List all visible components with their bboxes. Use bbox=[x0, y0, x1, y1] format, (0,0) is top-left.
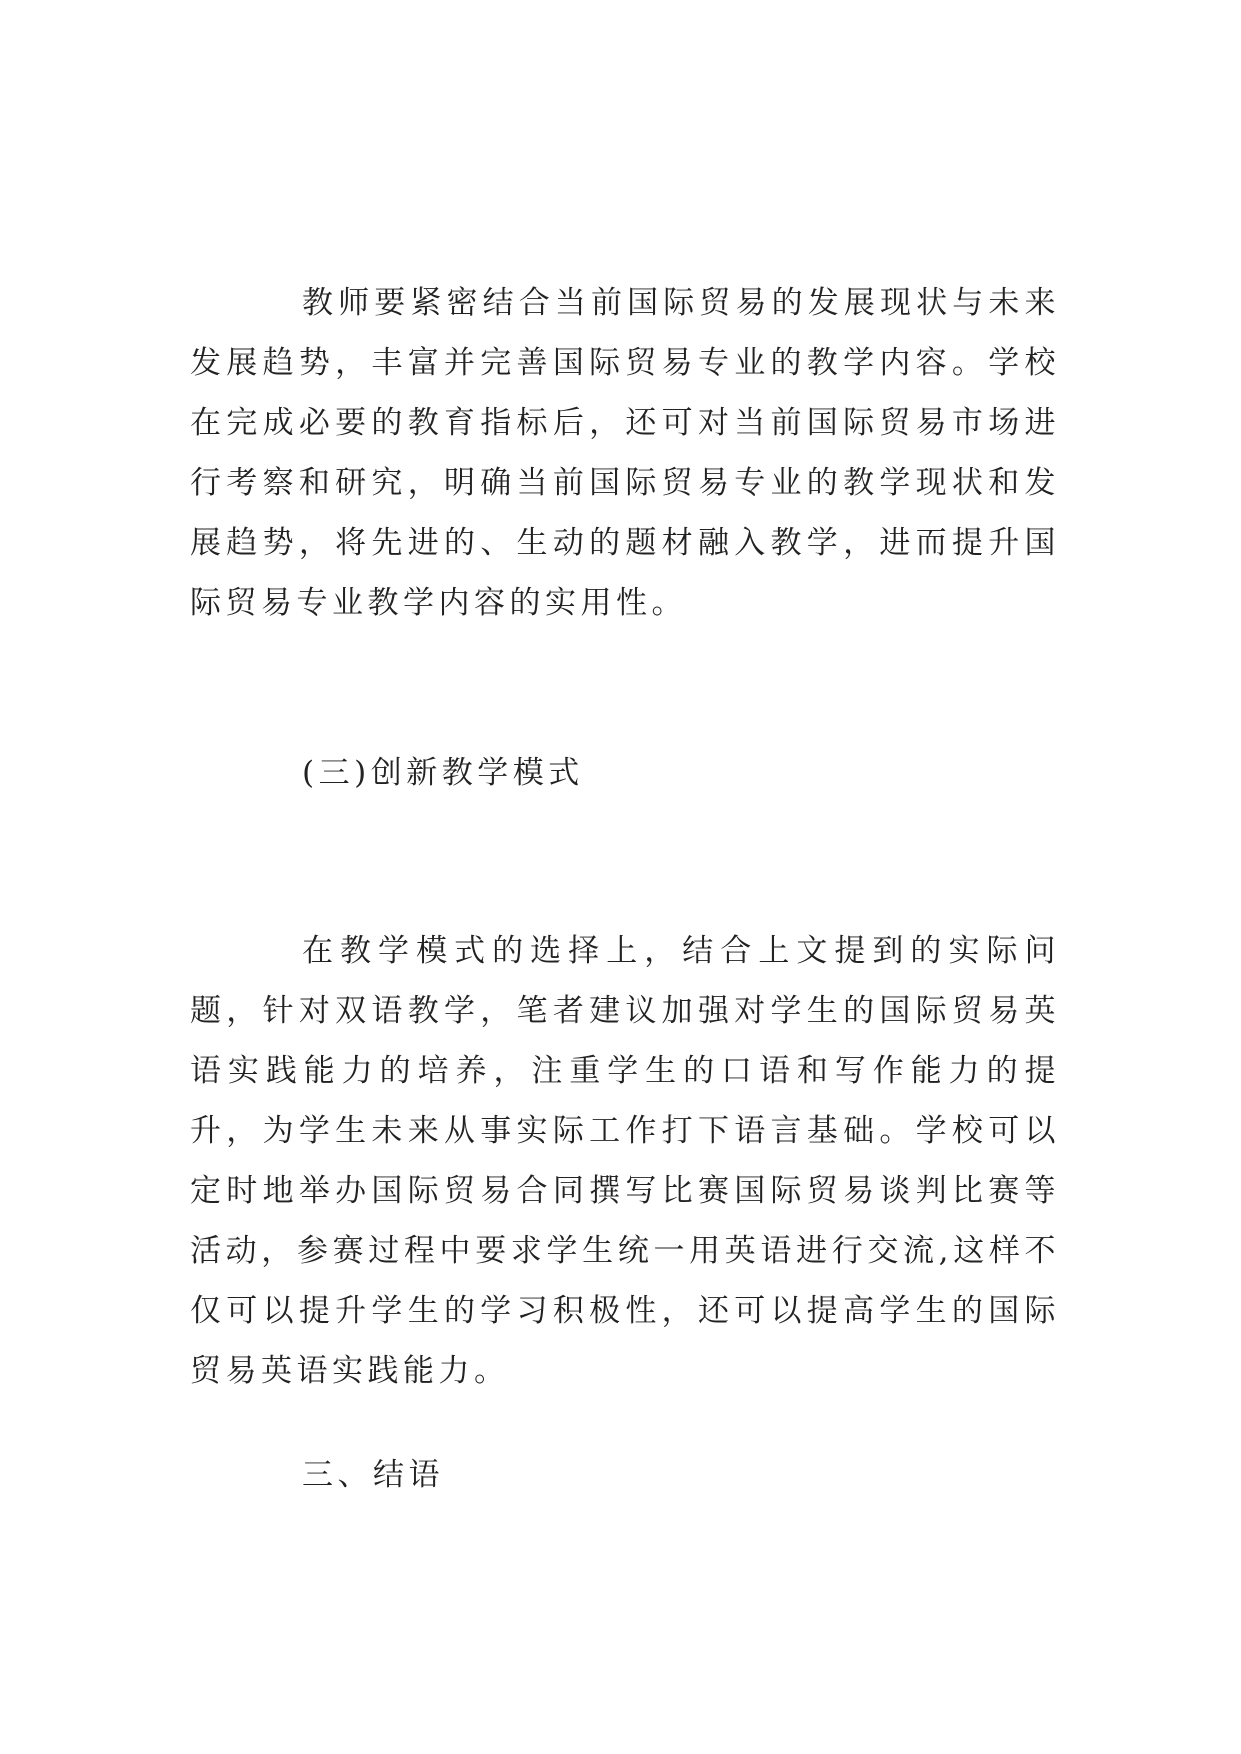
body-paragraph-teaching-mode: 在教学模式的选择上，结合上文提到的实际问题，针对双语教学，笔者建议加强对学生的国际贸易英语实践能力的培养，注重学生的口语和写作能力的提升，为学生未来从事实际工作打下语言基础。学校可以定时地举办国际贸易合同撰写比赛国际贸易谈判比赛等活动，参赛过程中要求学生统一用英语进行交流,这样不仅可以提升学生的学习积极性，还可以提高学生的国际贸易英语实践能力。 bbox=[190, 933, 1060, 1389]
section-heading-conclusion: 三、结语 bbox=[302, 1457, 444, 1493]
body-paragraph-teaching-content: 教师要紧密结合当前国际贸易的发展现状与未来发展趋势，丰富并完善国际贸易专业的教学内容。学校在完成必要的教育指标后，还可对当前国际贸易市场进行考察和研究，明确当前国际贸易专业的教学现状和发展趋势，将先进的、生动的题材融入教学，进而提升国际贸易专业教学内容的实用性。 bbox=[190, 285, 1060, 621]
section-heading-innovative-teaching-mode: (三)创新教学模式 bbox=[302, 755, 584, 791]
